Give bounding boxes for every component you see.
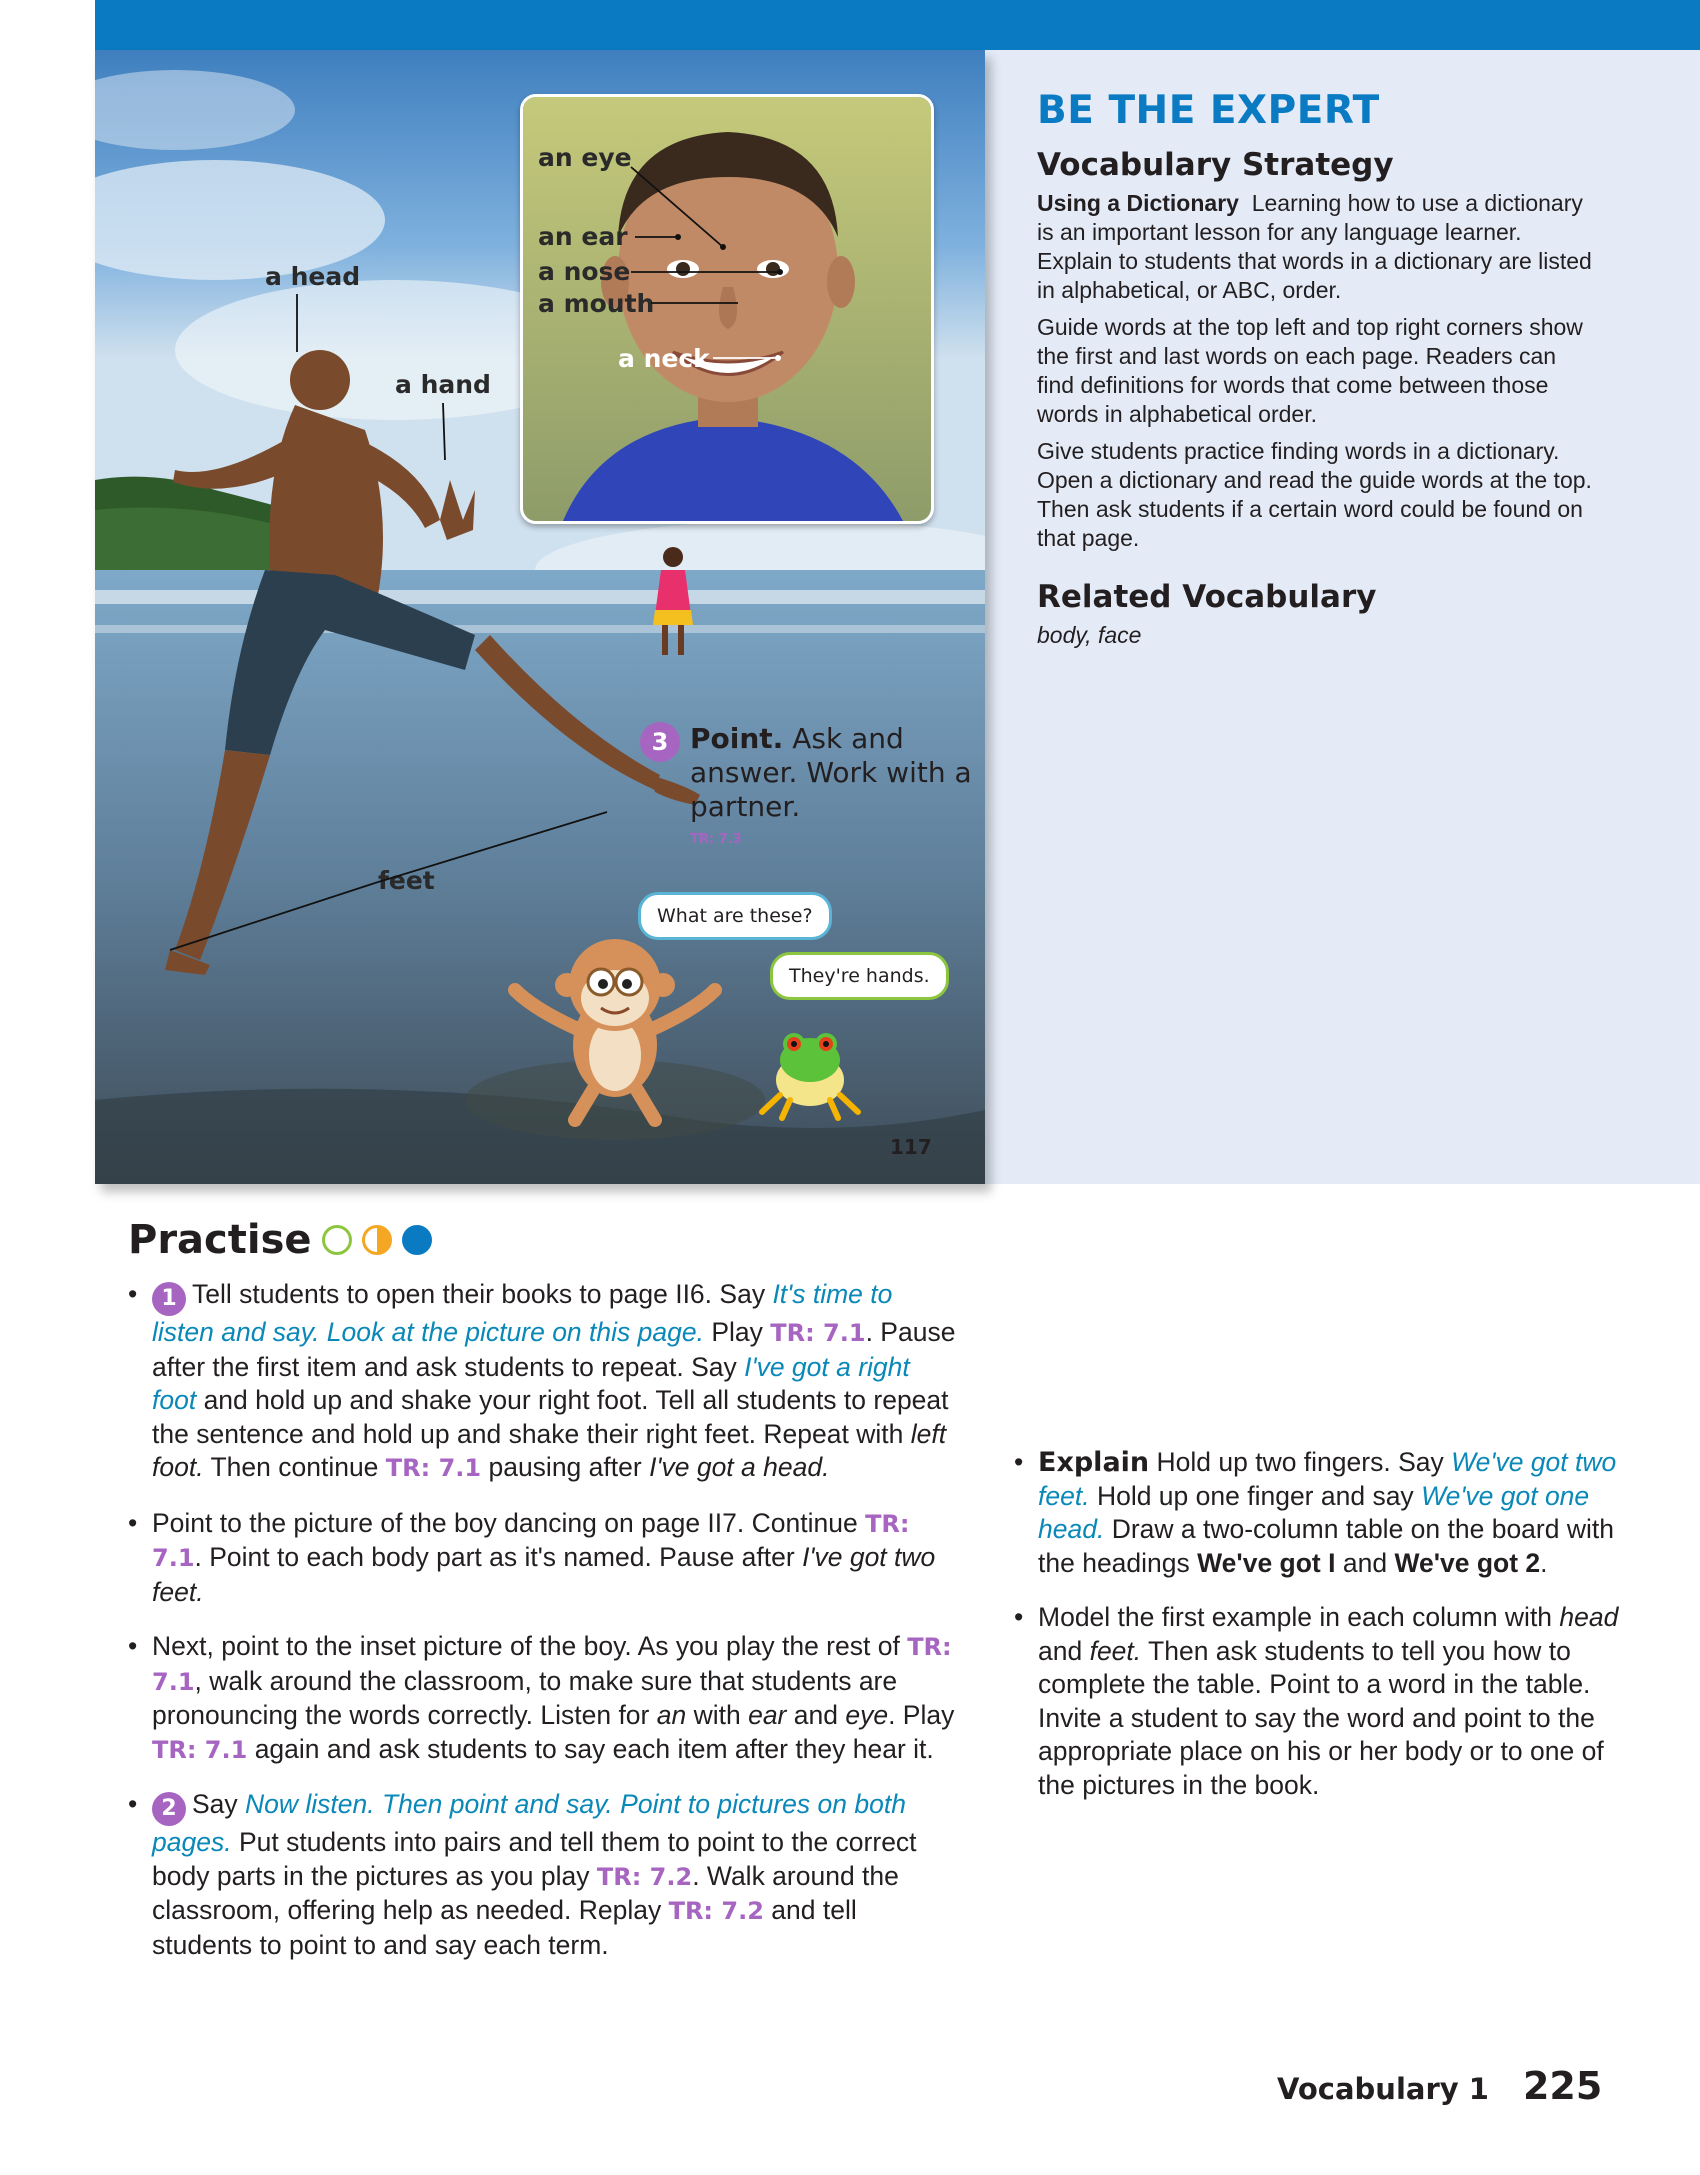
label-hand: a hand: [395, 370, 491, 399]
related-vocabulary-heading: Related Vocabulary: [1037, 579, 1377, 615]
label-feet: feet: [378, 866, 435, 895]
track-link: TR: 7.2: [596, 1862, 693, 1891]
step-2-badge: 2: [152, 1792, 186, 1826]
speech-bubble-answer: They're hands.: [770, 952, 949, 1000]
task-bold: Point.: [690, 722, 784, 755]
vocabulary-strategy-heading: Vocabulary Strategy: [1037, 147, 1394, 183]
footer-section: Vocabulary 1: [1277, 2072, 1489, 2106]
label-neck: a neck: [618, 344, 710, 373]
practise-step-1: • 1 Tell students to open their books to page II6. Say It's time to listen and say. Look at the picture on this page. Play TR: 7.1. Pause after the first item and ask students to repeat. Say I've got a right foot and hold up and shake your right foot. Tell all students to repeat the sentence and hold up and shake their right feet. Repeat with left foot. Then continue TR: 7.1 pausing after I've got a head.: [128, 1279, 956, 1482]
speech-bubble-question: What are these?: [638, 892, 832, 940]
explain-heading: Explain: [1038, 1447, 1150, 1478]
step-1-badge: 1: [152, 1282, 186, 1316]
practise-title: Practise: [128, 1217, 312, 1263]
practise-heading: [128, 1217, 432, 1263]
track-link: TR: 7.1: [152, 1509, 910, 1572]
related-vocabulary-words: body, face: [1037, 622, 1142, 648]
strategy-paragraph-1: Using a Dictionary Learning how to use a dictionary is an important lesson for any language learner. Explain to students that words in a dictionary are listed in alphabetical, or ABC, order.: [1037, 190, 1592, 303]
track-link: TR: 7.1: [152, 1735, 248, 1764]
task-text: Ask and answer. Work with a partner.: [690, 722, 972, 823]
level-circle-empty-icon: [322, 1225, 352, 1255]
label-head: a head: [265, 262, 361, 291]
practise-step-2: • 2 Say Now listen. Then point and say. Point to pictures on both pages. Put students into pairs and tell them to point to the correct body parts in the pictures as you play TR: 7.2. Walk around the classroom, offering help as needed. Replay TR: 7.2 and tell students to point to and say each term.: [128, 1789, 917, 1960]
task-number-badge: 3: [640, 722, 680, 762]
level-circle-half-icon: [362, 1225, 392, 1255]
expert-title: BE THE EXPERT: [1037, 88, 1380, 133]
task-track: TR: 7.3: [690, 832, 742, 847]
footer-page-number: 225: [1522, 2064, 1603, 2108]
label-eye: an eye: [538, 143, 632, 172]
strategy-paragraph-3: Give students practice finding words in a dictionary. Open a dictionary and read the guide words at the top. Then ask students if a certain word could be found on that page.: [1037, 438, 1592, 551]
practise-explain: • Explain Hold up two fingers. Say We've got two feet. Hold up one finger and say We've got one head. Draw a two-column table on the board with the headings We've got I and We've got 2.: [1014, 1447, 1617, 1578]
track-link: TR: 7.1: [385, 1454, 482, 1482]
practise-left-column: [128, 1278, 958, 1983]
level-circle-full-icon: [402, 1225, 432, 1255]
practise-model: • Model the first example in each column with head and feet. Then ask students to tell you how to complete the table. Point to a word in the table. Invite a student to say the word and point to the appropriate place on his or her body or to one of the pictures in the book.: [1014, 1602, 1619, 1800]
track-link: TR: 7.1: [770, 1319, 866, 1347]
practise-right-column: [1014, 1276, 1623, 1823]
strategy-lead: Using a Dictionary: [1037, 190, 1239, 216]
label-mouth: a mouth: [538, 289, 655, 318]
student-page-number: 117: [890, 1135, 932, 1159]
student-book-photo: [95, 50, 985, 1184]
practise-bullet-2: • Point to the picture of the boy dancing on page II7. Continue TR: 7.1. Point to each body part as it's named. Pause after I've got two feet.: [128, 1507, 936, 1607]
track-link: TR: 7.1: [152, 1633, 952, 1696]
be-the-expert: [1037, 88, 1597, 658]
track-link: TR: 7.2: [668, 1897, 764, 1925]
label-ear: an ear: [538, 222, 628, 251]
point-task: [651, 722, 980, 847]
page-footer: [1277, 2064, 1602, 2108]
inset-face-photo: [520, 94, 934, 524]
strategy-paragraph-2: Guide words at the top left and top right corners show the first and last words on each page. Readers can find definitions for words that come between those words in alphabetical order.: [1037, 314, 1583, 427]
label-nose: a nose: [538, 257, 631, 286]
practise-bullet-3: • Next, point to the inset picture of the boy. As you play the rest of TR: 7.1, walk around the classroom, to make sure that students are pronouncing the words correctly. Listen for an with ear and eye. Play TR: 7.1 again and ask students to say each item after they hear it.: [128, 1631, 955, 1764]
top-color-bar: [95, 0, 1700, 50]
